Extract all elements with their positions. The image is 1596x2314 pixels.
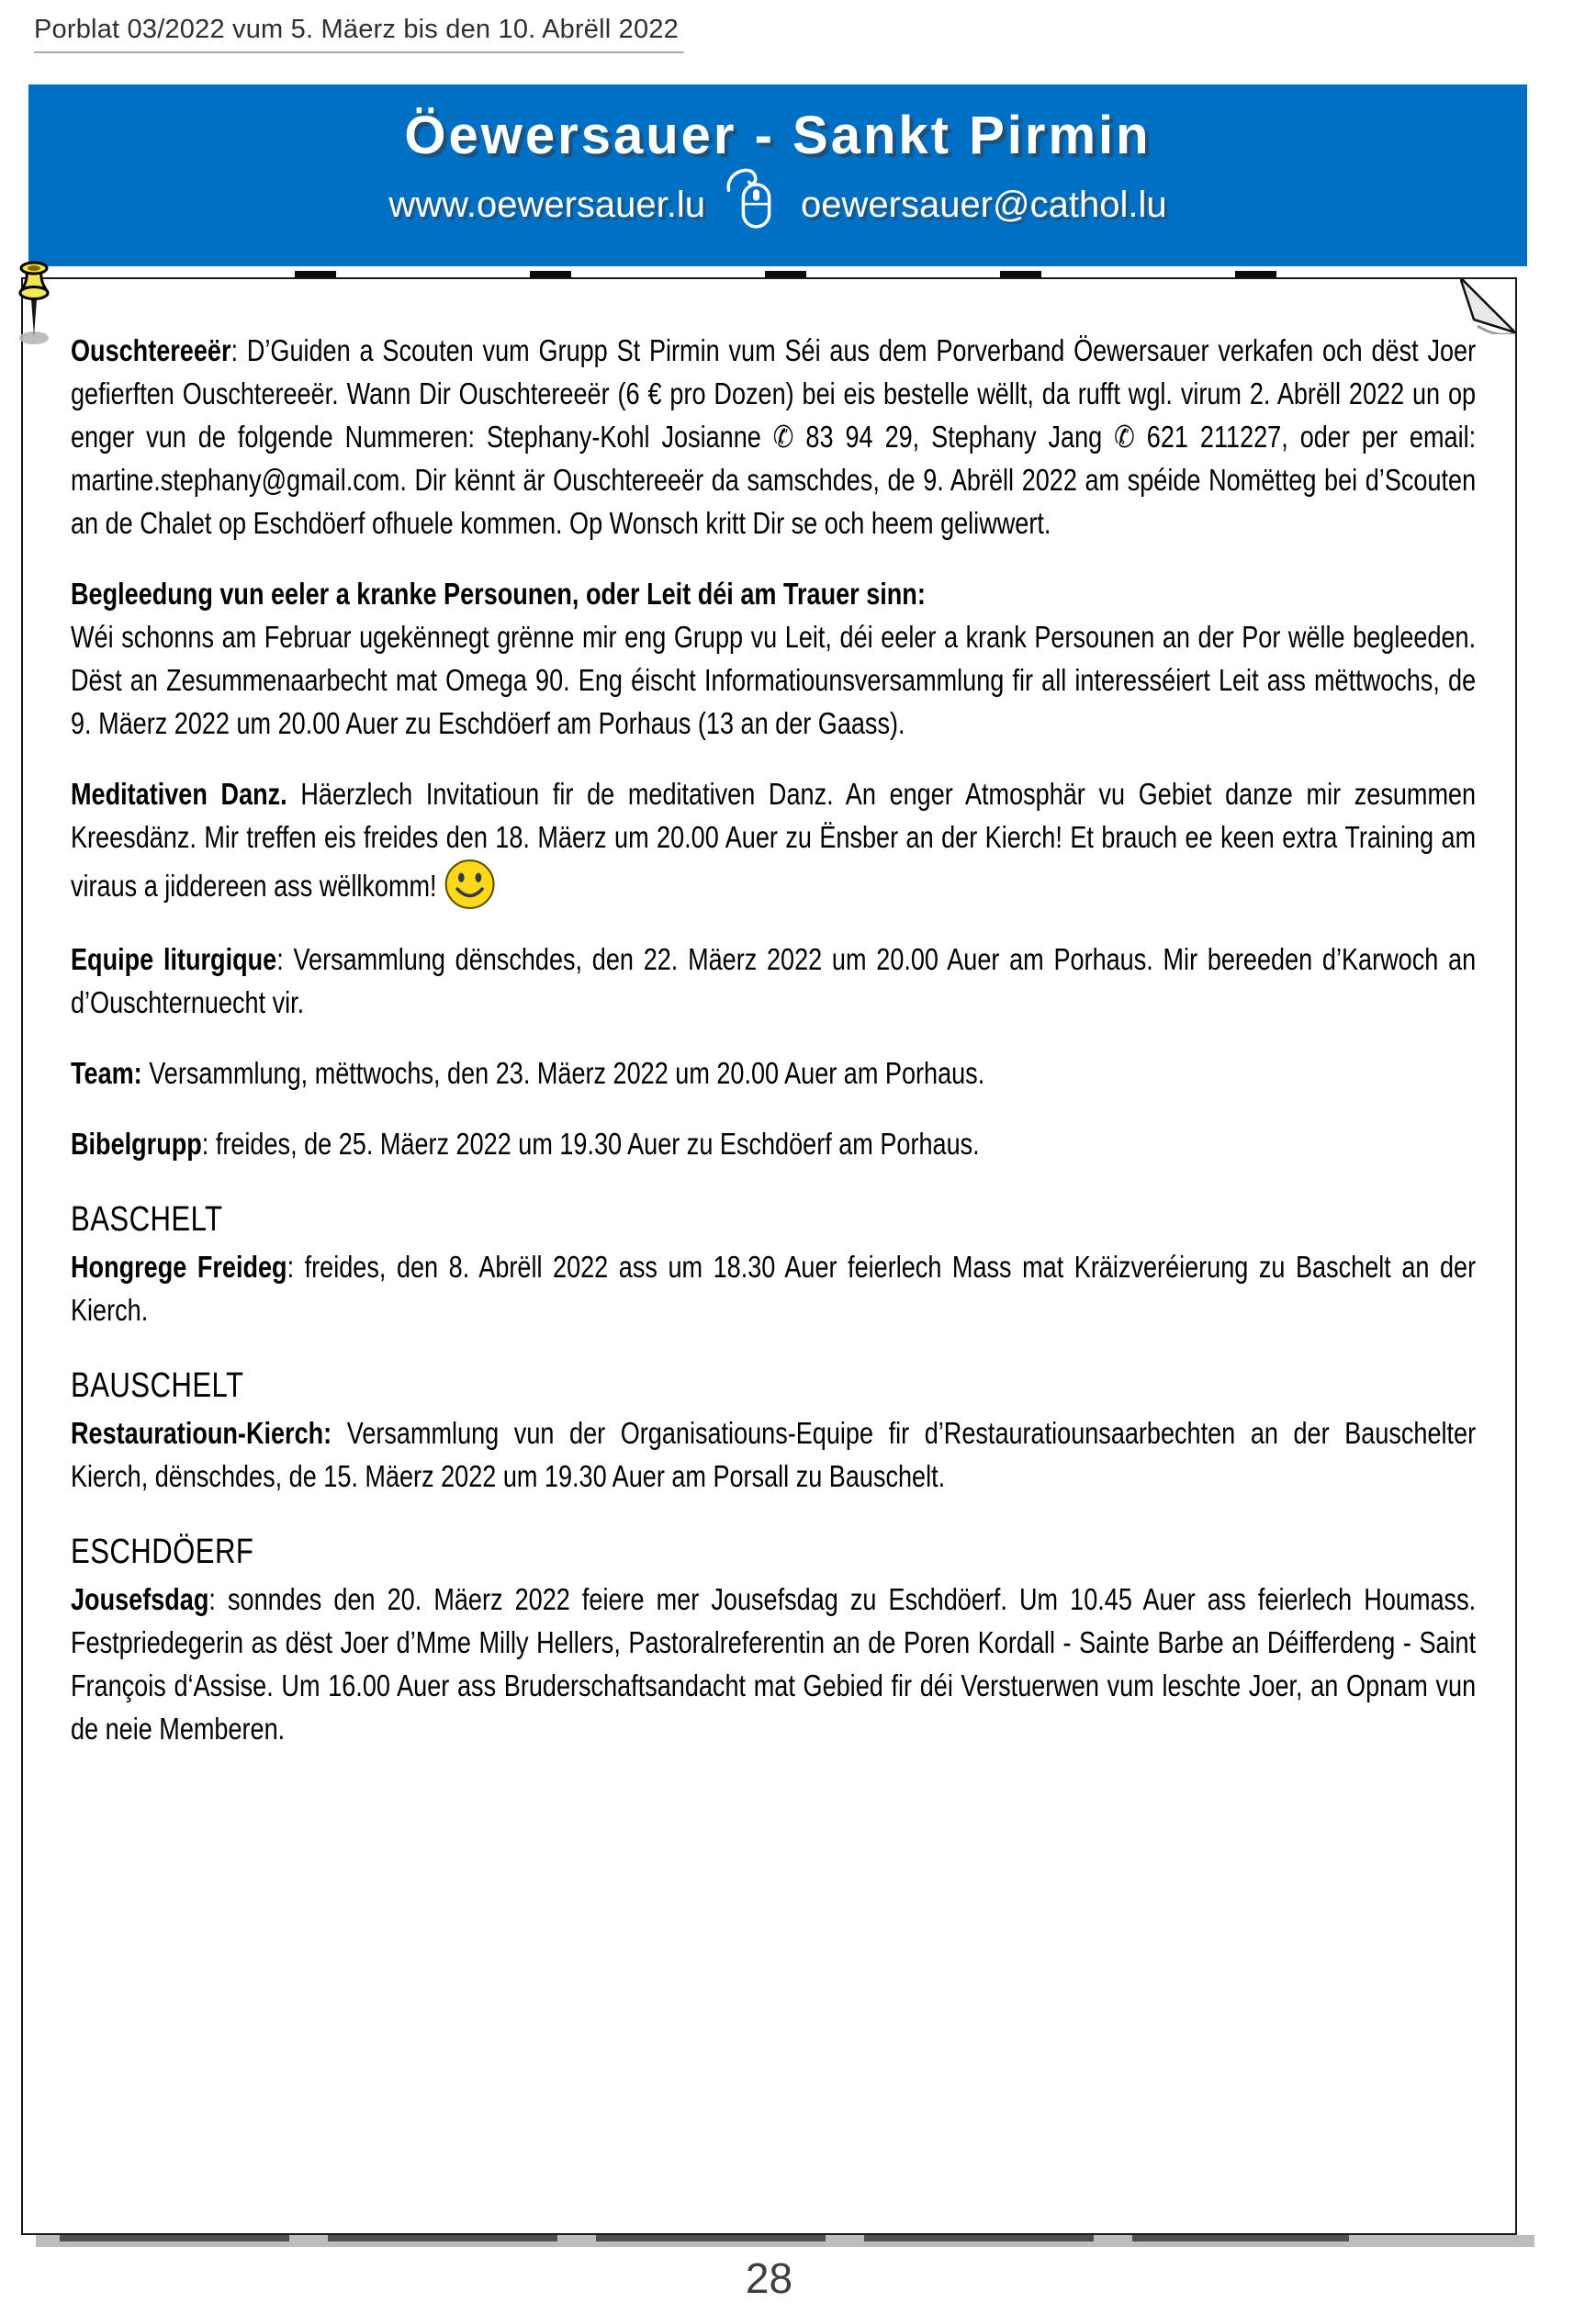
city-heading-eschdoerf: ESCHDÖERF bbox=[71, 1533, 254, 1571]
section-team bbox=[71, 1051, 1476, 1095]
section-text: : Versammlung dënschdes, den 22. Mäerz 2022 um 20.00 Auer am Porhaus. Mir bereeden d’Karwoch an d’Ouschternuecht vir. bbox=[71, 942, 1477, 1019]
bottom-dash-shadow bbox=[60, 2235, 1349, 2241]
pushpin-icon bbox=[6, 257, 62, 349]
section-hongrege-freideg bbox=[71, 1245, 1476, 1331]
section-text: : sonndes den 20. Mäerz 2022 feiere mer Jousefsdag zu Eschdöerf. Um 10.45 Auer ass feierlech Houmass. Festpriedegerin as dëst Joer d’Mme Milly Hellers, Pastoralreferentin an de Poren Kordall - Sainte Barbe an Déifferdeng - Saint François d‘Assise. Um 16.00 Auer ass Bruderschaftsandacht mat Gebied fir déi Verstuerwen vum leschte Joer, an Opnam vun de neie Memberen. bbox=[71, 1582, 1477, 1746]
section-lead: Equipe liturgique bbox=[71, 942, 277, 976]
banner-contact-row bbox=[28, 177, 1527, 232]
section-restauratioun-kierch bbox=[71, 1411, 1476, 1498]
section-meditativen-danz bbox=[71, 772, 1476, 910]
section-lead: Hongrege Freideg bbox=[71, 1250, 287, 1284]
city-heading-bauschelt: BAUSCHELT bbox=[71, 1366, 244, 1405]
smiley-icon bbox=[444, 859, 496, 910]
page-number: 28 bbox=[745, 2254, 793, 2302]
section-lead: Team: bbox=[71, 1056, 142, 1090]
section-lead: Ouschtereeër bbox=[71, 333, 231, 367]
section-lead: Restauratioun-Kierch: bbox=[71, 1416, 332, 1450]
folded-corner-icon bbox=[1460, 277, 1517, 334]
note-box bbox=[21, 277, 1517, 2235]
parish-title: Öewersauer - Sankt Pirmin bbox=[404, 106, 1152, 165]
section-ouschtereeer bbox=[71, 329, 1476, 545]
parish-banner bbox=[28, 84, 1527, 266]
section-lead: Meditativen Danz. bbox=[71, 777, 287, 811]
page-header bbox=[34, 15, 684, 53]
section-text: : freides, den 8. Abrëll 2022 ass um 18.30 Auer feierlech Mass mat Kräizveréierung zu Baschelt an der Kierch. bbox=[71, 1250, 1477, 1327]
section-text: Häerzlech Invitatioun fir de meditativen Danz. An enger Atmosphär vu Gebiet danze mir zesummen Kreesdänz. Mir treffen eis freides den 18. Mäerz um 20.00 Auer zu Ënsber an der Kierch! Et brauch ee keen extra Training am viraus a jiddereen ass wëllkomm! bbox=[71, 777, 1477, 903]
section-lead: Bibelgrupp bbox=[71, 1127, 202, 1161]
section-lead: Begleedung vun eeler a kranke Persounen, oder Leit déi am Trauer sinn: bbox=[71, 577, 926, 611]
issue-info: Porblat 03/2022 vum 5. Mäerz bis den 10. Abrëll 2022 bbox=[34, 15, 684, 53]
section-equipe-liturgique bbox=[71, 938, 1476, 1024]
note-area bbox=[21, 277, 1517, 2302]
section-begleedung bbox=[71, 572, 1476, 745]
computer-mouse-icon bbox=[724, 164, 782, 232]
website-url: www.oewersauer.lu bbox=[388, 184, 705, 225]
section-lead: Jousefsdag bbox=[71, 1582, 209, 1616]
section-bibelgrupp bbox=[71, 1122, 1476, 1165]
email-address: oewersauer@cathol.lu bbox=[801, 184, 1167, 225]
section-jousefsdag bbox=[71, 1578, 1476, 1750]
section-text: Wéi schonns am Februar ugekënnegt grënne mir eng Grupp vu Leit, déi eeler a krank Persounen an der Por wëlle begleeden. Dëst an Zesummenaarbecht mat Omega 90. Eng éischt Informatiounsversammlung fir all interesséiert Leit ass mëttwochs, de 9. Mäerz 2022 um 20.00 Auer zu Eschdöerf am Porhaus (13 an der Gaass). bbox=[71, 620, 1477, 740]
section-text: : freides, de 25. Mäerz 2022 um 19.30 Auer zu Eschdöerf am Porhaus. bbox=[201, 1127, 980, 1161]
city-heading-baschelt: BASCHELT bbox=[71, 1200, 223, 1239]
section-text: : D’Guiden a Scouten vum Grupp St Pirmin vum Séi aus dem Porverband Öewersauer verkafen och dëst Joer gefierften Ouschtereeër. Wann Dir Ouschtereeër (6 € pro Dozen) bei eis bestelle wëllt, da rufft wgl. virum 2. Abrëll 2022 un op enger vun de folgende Nummeren: Stephany-Kohl Josianne ✆ 83 94 29, Stephany Jang ✆ 621 211227, oder per email: martine.stephany@gmail.com. Dir kënnt är Ouschtereeër da samschdes, de 9. Abrëll 2022 am spéide Nomëtteg bei d’Scouten an de Chalet op Eschdöerf ofhuele kommen. Op Wonsch kritt Dir se och heem geliwwert. bbox=[71, 333, 1477, 540]
note-content bbox=[71, 329, 1476, 1750]
section-text: Versammlung vun der Organisatiouns-Equipe fir d’Restauratiounsaarbechten an der Bauschelter Kierch, dënschdes, de 15. Mäerz 2022 um 19.30 Auer am Porsall zu Bauschelt. bbox=[71, 1416, 1477, 1493]
section-text: Versammlung, mëttwochs, den 23. Mäerz 2022 um 20.00 Auer am Porhaus. bbox=[141, 1056, 985, 1090]
